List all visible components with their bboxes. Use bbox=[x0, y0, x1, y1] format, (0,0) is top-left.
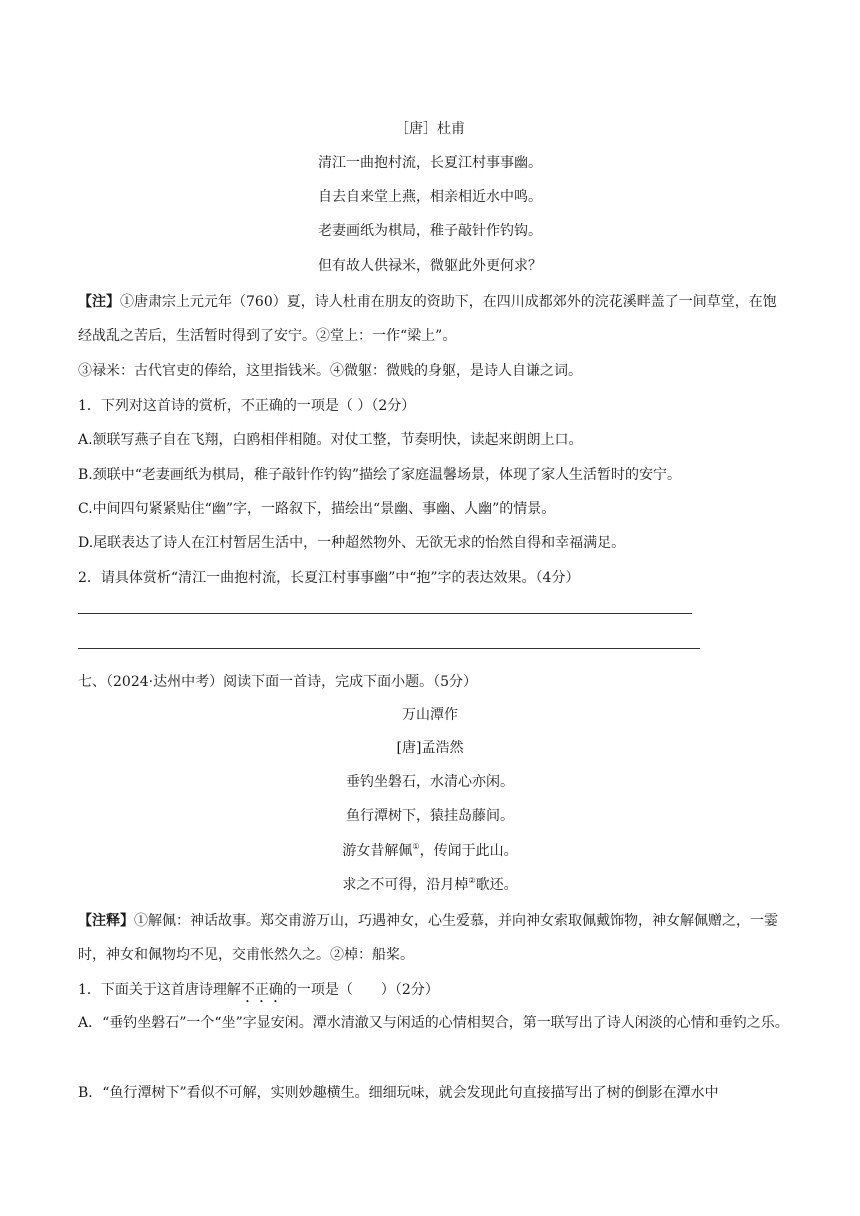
q1-text-b: 的一项是（ ）（2分） bbox=[282, 982, 439, 998]
line4-text-a: 求之不可得，沿月棹 bbox=[342, 877, 469, 893]
poem1-option-d: D.尾联表达了诗人在江村暂居生活中，一种超然物外、无欲无求的怡然自得和幸福满足。 bbox=[78, 535, 626, 551]
poem1-line-4: 但有故人供禄米，微躯此外更何求？ bbox=[318, 258, 542, 274]
line4-text-b: 歌还。 bbox=[475, 877, 518, 893]
section7-poem-line-1: 垂钓坐磐石，水清心亦闲。 bbox=[346, 774, 514, 790]
section7-note bbox=[78, 904, 790, 972]
section7-heading: 七、（2024·达州中考）阅读下面一首诗，完成下面小题。（5分） bbox=[78, 674, 477, 690]
section7-poem-line-2: 鱼行潭树下，猿挂岛藤间。 bbox=[346, 808, 514, 824]
section7-poem-line-4 bbox=[0, 875, 860, 895]
answer-line-2[interactable] bbox=[78, 648, 700, 649]
poem1-line-1: 清江一曲抱村流，长夏江村事事幽。 bbox=[318, 155, 542, 171]
section7-poem-author: [唐]孟浩然 bbox=[396, 740, 464, 756]
q1-text-a: 1．下面关于这首唐诗理解 bbox=[78, 982, 241, 998]
line3-text-b: ，传闻于此山。 bbox=[419, 843, 518, 859]
footnote-marker-2: ② bbox=[468, 876, 476, 885]
poem1-option-b: B.颈联中“老妻画纸为棋局，稚子敲针作钓钩”描绘了家庭温馨场景，体现了家人生活暂时的安宁。 bbox=[78, 467, 682, 483]
poem1-note bbox=[78, 285, 790, 353]
section7-option-a: A．“垂钓坐磐石”一个“坐”字显安闲。潭水清澈又与闲适的心情相契合，第一联写出了诗人闲淡的心情和垂钓之乐。 bbox=[78, 1015, 789, 1031]
poem1-question-2: 2．请具体赏析“清江一曲抱村流，长夏江村事事幽”中“抱”字的表达效果。（4分） bbox=[78, 570, 580, 586]
poem1-author: ［唐］杜甫 bbox=[395, 121, 465, 137]
section7-poem-line-3 bbox=[0, 841, 860, 861]
section7-poem-title: 万山潭作 bbox=[402, 707, 458, 723]
footnote-marker-1: ① bbox=[412, 842, 420, 851]
answer-line-1[interactable] bbox=[78, 613, 692, 614]
poem1-line-2: 自去自来堂上燕，相亲相近水中鸣。 bbox=[318, 189, 542, 205]
poem1-note-text: ①唐肃宗上元元年（760）夏，诗人杜甫在朋友的资助下，在四川成都郊外的浣花溪畔盖了一间草堂，在饱经战乱之苦后，生活暂时得到了安宁。②堂上：一作“梁上”。 bbox=[78, 294, 777, 344]
line3-text-a: 游女昔解佩 bbox=[342, 843, 413, 859]
poem1-note-2: ③禄米：古代官吏的俸给，这里指钱米。④微躯：微贱的身躯，是诗人自谦之词。 bbox=[78, 363, 582, 379]
poem1-option-a: A.颔联写燕子自在飞翔，白鸥相伴相随。对仗工整，节奏明快，读起来朗朗上口。 bbox=[78, 432, 583, 448]
section7-question-1 bbox=[78, 980, 790, 1006]
section7-option-b: B．“鱼行潭树下”看似不可解，实则妙趣横生。细细玩味，就会发现此句直接描写出了树的倒影在潭水中 bbox=[78, 1085, 719, 1101]
poem1-question-1: 1．下列对这首诗的赏析，不正确的一项是（ ）（2分） bbox=[78, 398, 416, 414]
poem1-line-3: 老妻画纸为棋局，稚子敲针作钓钩。 bbox=[318, 223, 542, 239]
poem1-option-c: C.中间四句紧紧贴住“幽”字，一路叙下，描绘出“景幽、事幽、人幽”的情景。 bbox=[78, 501, 556, 517]
section7-note-label: 【注释】 bbox=[78, 913, 134, 929]
poem1-note-label: 【注】 bbox=[78, 294, 120, 310]
section7-note-text: ①解佩：神话故事。郑交甫游万山，巧遇神女，心生爱慕，并向神女索取佩戴饰物，神女解佩赠之，一霎时，神女和佩物均不见，交甫怅然久之。②棹：船桨。 bbox=[78, 913, 778, 963]
q1-emphasis: 不正确 bbox=[240, 982, 283, 998]
